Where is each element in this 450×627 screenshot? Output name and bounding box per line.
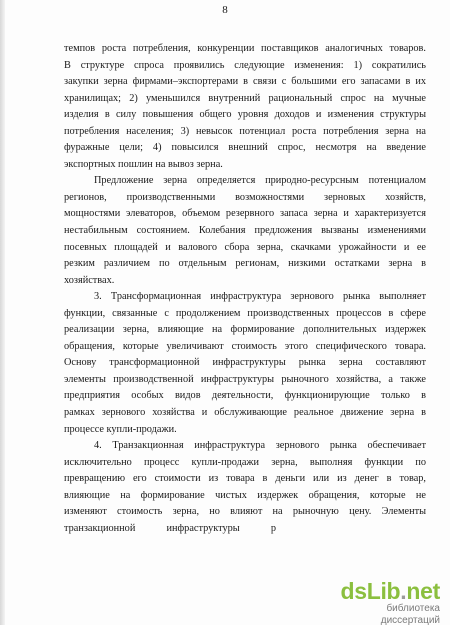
page-number: 8 [222, 4, 228, 16]
text-line: рамках зернового хозяйства и обслуживающие реальное движение зерна в [64, 407, 426, 419]
scan-binding-edge [0, 0, 5, 625]
text-line: В структуре спроса проявились следующие изменения: 1) сократились [64, 59, 426, 71]
text-line: изменяют стоимость зерна, но влияют на рыночную цену. Элементы [64, 506, 426, 518]
paragraph [64, 41, 426, 173]
paragraph [64, 173, 426, 289]
paragraph [64, 289, 426, 438]
watermark-brand-main: dsLib [340, 578, 401, 604]
text-line: Основу трансформационной инфраструктуры рынка зерна составляют [64, 357, 426, 369]
text-line: влияющие на формирование чистых издержек обращения, которые не [64, 489, 426, 501]
text-line: фуражные цели; 4) повысился внешний спрос, несмотря на введение [64, 142, 426, 154]
text-line: изделия в силу повышения общего уровня доходов и изменения структуры [64, 109, 426, 121]
watermark-subtitle: библиотека диссертаций [380, 603, 440, 626]
text-line: хозяйствах. [64, 274, 115, 286]
paragraph [64, 438, 426, 537]
text-line: 4. Транзакционная инфраструктура зернового рынка обеспечивает [94, 440, 426, 452]
text-line: предприятия особых видов деятельности, функционирующие только в [64, 390, 426, 402]
watermark-brand-dot: . [400, 578, 407, 604]
dslib-watermark-logo [328, 578, 440, 626]
text-line: темпов роста потребления, конкуренции поставщиков аналогичных товаров. [64, 43, 426, 54]
text-line: элементы производственной инфраструктуры рыночного хозяйства, а также [64, 373, 426, 385]
text-line: реализации зерна, влияющие на формирование дополнительных издержек [64, 324, 426, 336]
text-line: посевных площадей и валового сбора зерна, скачками урожайности и ее [64, 241, 426, 253]
text-line: функции, связанные с продолжением производственных процессов в сфере [64, 307, 426, 319]
text-line: исключительно процесс купли-продажи зерна, выполняя функции по [64, 456, 426, 468]
text-line: закупки зерна фирмами–экспортерами в связи с большими его запасами в их [64, 76, 426, 88]
text-line: процессе купли-продажи. [64, 423, 177, 435]
text-line: мощностями элеваторов, объемом резервного запаса зерна и характеризуется [64, 208, 426, 220]
text-line: 3. Трансформационная инфраструктура зернового рынка выполняет [94, 291, 426, 303]
body-text [64, 41, 426, 537]
watermark-brand-tld: net [406, 578, 440, 604]
text-line: резким различием по отдельным регионам, низкими остатками зерна в [64, 258, 426, 270]
text-line: потребления населения; 3) невысок потенциал роста потребления зерна на [64, 125, 426, 137]
watermark-brand [328, 579, 440, 603]
text-line: превращению его стоимости из товара в деньги или из денег в товар, [64, 473, 426, 485]
text-line: экспортных пошлин на вывоз зерна. [64, 158, 223, 170]
text-line: хранилищах; 2) уменьшился внутренний рациональный спрос на мучные [64, 92, 426, 104]
text-line: Предложение зерна определяется природно-ресурсным потенциалом [94, 175, 426, 187]
text-line: нестабильным состоянием. Колебания предложения вызваны изменениями [64, 225, 426, 237]
text-line: транзакционной инфраструктуры р [64, 522, 276, 534]
text-line: регионов, производственными возможностями зерновых хозяйств, [64, 191, 426, 203]
text-line: обращения, которые увеличивают стоимость этого специфического товара. [64, 340, 426, 352]
